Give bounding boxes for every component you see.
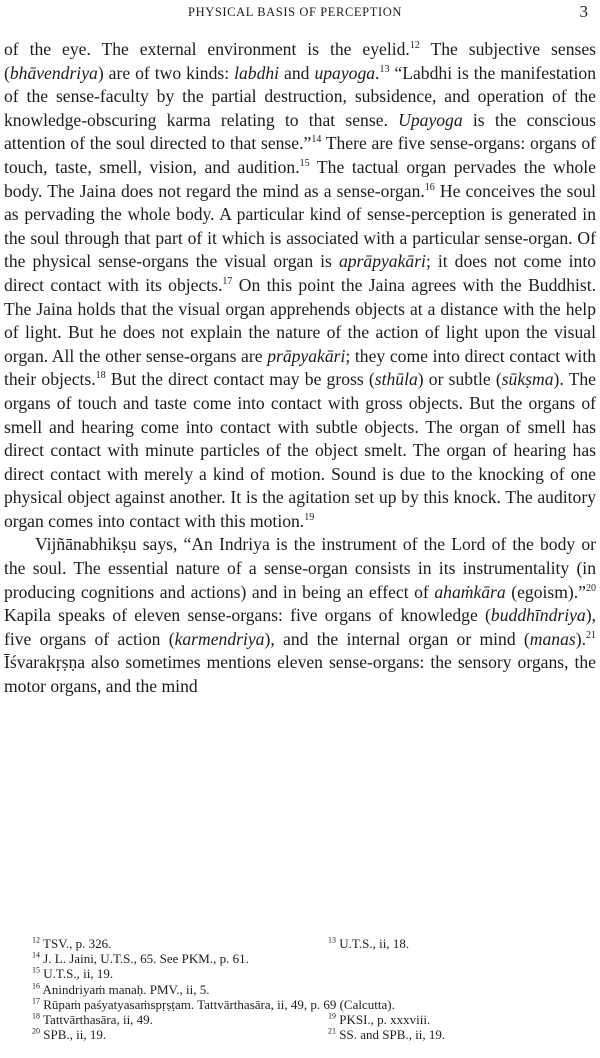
text-run: Kapila speaks of eleven sense-organs: five organs of knowledge ( [4,605,491,626]
text-run: ). The organs of touch and taste come into contact with gross objects. But the organs of smell and hearing come into contact with subtle objects. The organ of smell has direct contact with minute particles of the object smelt. The organ of hearing has direct contact with merely a kind of motion. Sound is due to the knocking of one physical object against another. It is the agitation set up by this knock. The auditory organ comes into contact with this motion. [4,369,596,531]
footnote [32,951,328,966]
footnote-number: 19 [328,1011,336,1021]
footnote-ref: 18 [95,370,106,382]
italic-term: karmendriya [174,628,265,649]
footnote-text: U.T.S., ii, 19. [43,966,114,982]
text-run: The tactual organ pervades the whole body. The Jaina does not regard the mind as a sense-organ. [4,156,596,201]
footnote-ref: 17 [222,276,233,288]
text-run: ), and the internal organ or mind ( [264,628,530,649]
footnote-ref: 15 [299,158,310,170]
footnote-text: PKSI., p. xxxviii. [339,1012,431,1028]
text-run: (egoism).” [505,581,586,602]
italic-term: labdhi [234,62,280,83]
italic-term: bhāvendriya [9,62,98,83]
text-run: Vijñānabhikṣu says, “An Indriya is the instrument of the Lord of the body or the soul. The essential nature of a sense-organ consists in its instrumentality (in producing cognitions and actions) and in being an effect of [4,534,596,602]
footnote-text: Rūpaṁ paśyatyasaṁspṛṣṭam. Tattvārthasāra, ii, 49, p. 69 (Calcutta). [43,996,395,1012]
footnote-ref: 14 [311,134,322,146]
italic-term: aprāpyakāri [338,251,426,272]
footnote-ref: 20 [586,582,596,594]
footnote-row [32,1027,552,1042]
text-run: ), five organs of action ( [4,605,596,649]
footnote-text: TSV., p. 326. [43,936,112,951]
footnote-ref: 16 [424,181,435,193]
footnote-number: 17 [32,996,40,1006]
text-run: Īśvarakṛṣṇa also sometimes mentions eleven sense-organs: the sensory organs, the motor organs, and the mind [4,652,596,697]
footnote-text: SS. and SPB., ii, 19. [339,1027,446,1043]
footnote [32,966,328,981]
footnote-ref: 19 [304,512,315,524]
footnote-text: Tattvārthasāra, ii, 49. [43,1012,153,1028]
footnote-row [32,936,552,951]
text-run: ; it does not come into direct contact with its objects. [4,251,596,295]
paragraph [4,533,596,698]
text-run: ) are of two kinds: [97,62,235,83]
text-run: On this point the Jaina agrees with the Buddhist. The Jaina holds that the visual organ apprehends objects at a distance with the help of light. But he does not explain the nature of the action of light upon the visual organ. All the other sense-organs are [4,274,597,366]
footnote-text: U.T.S., ii, 18. [339,936,410,951]
page-number: 3 [579,2,588,21]
text-run: The subjective senses ( [4,39,596,83]
footnote-ref: 13 [379,63,390,75]
text-run: ) or subtle ( [417,369,502,390]
text-run: and [279,62,315,83]
footnote-number: 16 [32,981,40,991]
italic-term: upayoga [314,62,376,83]
italic-term: ahaṁkāra [434,581,506,602]
text-run: “Labdhi is the manifestation of the sense-faculty by the partial destruction, subsidence, and operation of the knowledge-obscuring karma relating to that sense. [4,62,597,130]
italic-term: sthūla [374,369,418,390]
footnote [32,997,395,1012]
footnote [328,1012,552,1027]
footnote [32,1012,328,1027]
italic-term: prāpyakāri [267,345,346,366]
italic-term: manas [529,628,576,649]
footnotes [32,936,552,1042]
footnote-ref: 12 [409,40,420,52]
footnote-row [32,951,552,966]
footnote-number: 15 [32,966,40,976]
footnote-ref: 21 [586,629,596,641]
running-header: PHYSICAL BASIS OF PERCEPTION [188,5,402,19]
italic-term: sūkṣma [501,369,554,390]
footnote [32,1027,328,1042]
italic-term: Upayoga [398,109,463,130]
footnote-number: 12 [32,935,40,945]
footnote [328,936,552,951]
footnote [328,1027,552,1042]
body-text [4,38,596,699]
footnote-text: Anindriyaṁ manaḥ. PMV., ii, 5. [42,981,210,997]
footnote-number: 21 [328,1026,336,1036]
text-run: is the conscious attention of the soul directed to that sense.” [4,109,596,154]
footnote [32,982,328,997]
footnote-row [32,982,552,997]
footnote-number: 20 [32,1026,40,1036]
footnote-row [32,1012,552,1027]
footnote-number: 18 [32,1011,40,1021]
footnote [32,936,328,951]
text-run: He conceives the soul as pervading the whole body. A particular kind of sense-perception is generated in the soul through that part of it which is associated with a particular sense-organ. Of the physical sense-organs the visual organ is [4,180,596,272]
text-run: ; they come into direct contact with their objects. [4,345,597,390]
text-run: of the eye. The external environment is the eyelid. [4,39,410,59]
text-run: ). [575,628,586,649]
italic-term: buddhīndriya [490,605,586,626]
footnote-number: 13 [328,935,336,945]
text-run: But the direct contact may be gross ( [105,369,375,390]
footnote-row [32,997,552,1012]
footnote-row [32,966,552,981]
paragraph [4,38,596,533]
text-run: . [375,62,380,83]
footnote-text: J. L. Jaini, U.T.S., 65. See PKM., p. 61. [43,951,249,967]
footnote-text: SPB., ii, 19. [43,1027,107,1043]
text-run: There are five sense-organs: organs of touch, taste, smell, vision, and audition. [4,133,597,177]
footnote-number: 14 [32,950,40,960]
